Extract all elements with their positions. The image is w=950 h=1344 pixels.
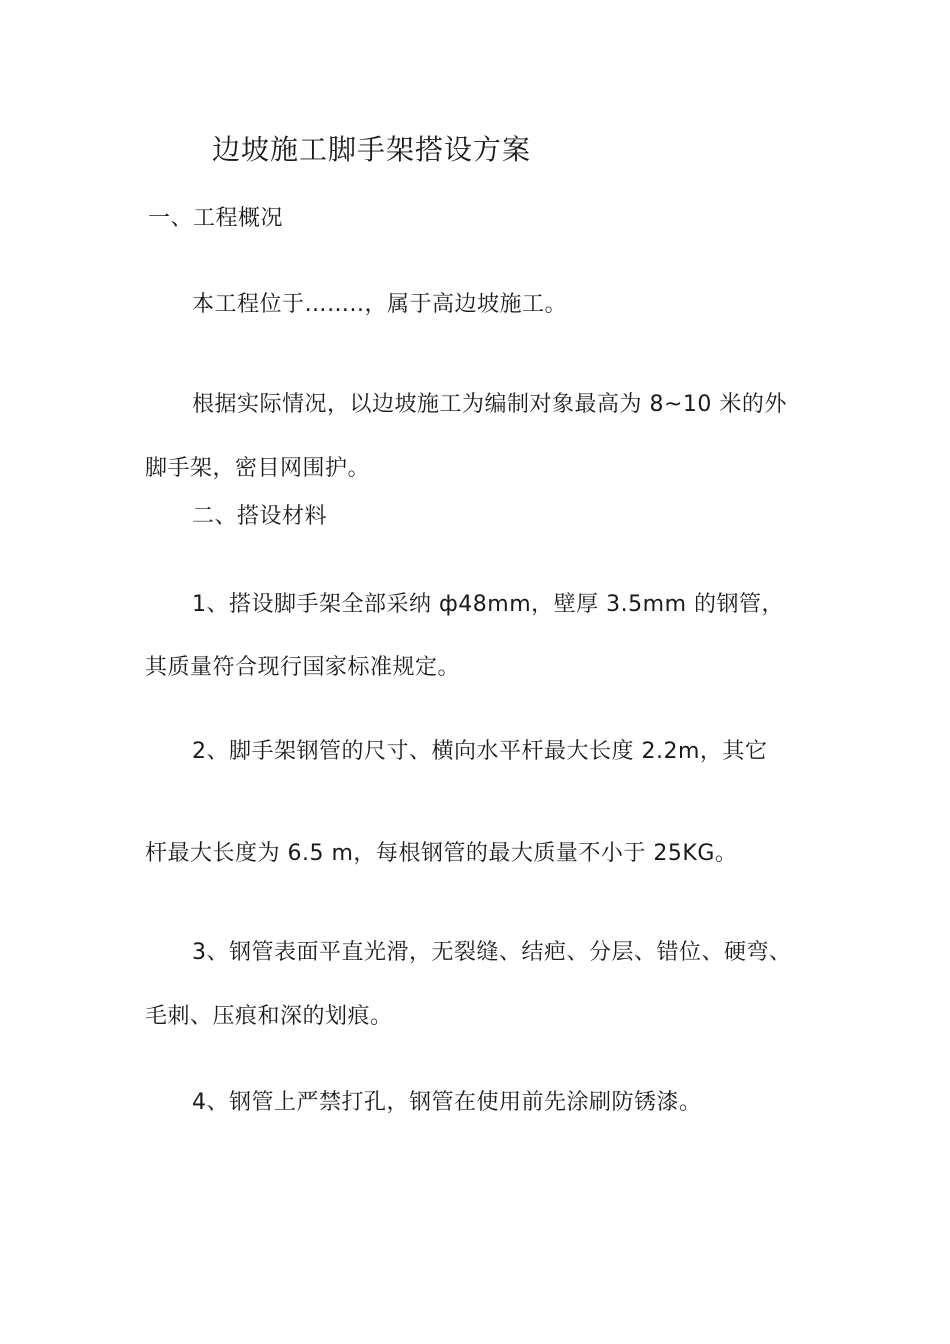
item-3-line-2: 毛刺、压痕和深的划痕。	[145, 1004, 393, 1029]
paragraph-scope-line-2: 脚手架，密目网围护。	[145, 456, 371, 481]
paragraph-scope-line-1: 根据实际情况，以边坡施工为编制对象最高为 8~10 米的外	[192, 392, 787, 417]
item-1-line-2: 其质量符合现行国家标准规定。	[145, 655, 461, 680]
item-1-line-1: 1、搭设脚手架全部采纳 ф48mm，壁厚 3.5mm 的钢管，	[192, 592, 784, 617]
document-title: 边坡施工脚手架搭设方案	[212, 133, 532, 166]
section-heading-materials: 二、搭设材料	[192, 504, 328, 529]
item-2-line-1: 2、脚手架钢管的尺寸、横向水平杆最大长度 2.2m，其它	[192, 739, 768, 764]
section-heading-overview: 一、工程概况	[148, 206, 284, 231]
item-2-line-2: 杆最大长度为 6.5 m，每根钢管的最大质量不小于 25KG。	[145, 841, 738, 866]
item-4-line-1: 4、钢管上严禁打孔，钢管在使用前先涂刷防锈漆。	[192, 1090, 702, 1115]
paragraph-location: 本工程位于……..，属于高边坡施工。	[192, 292, 567, 317]
item-3-line-1: 3、钢管表面平直光滑，无裂缝、结疤、分层、错位、硬弯、	[192, 940, 792, 965]
